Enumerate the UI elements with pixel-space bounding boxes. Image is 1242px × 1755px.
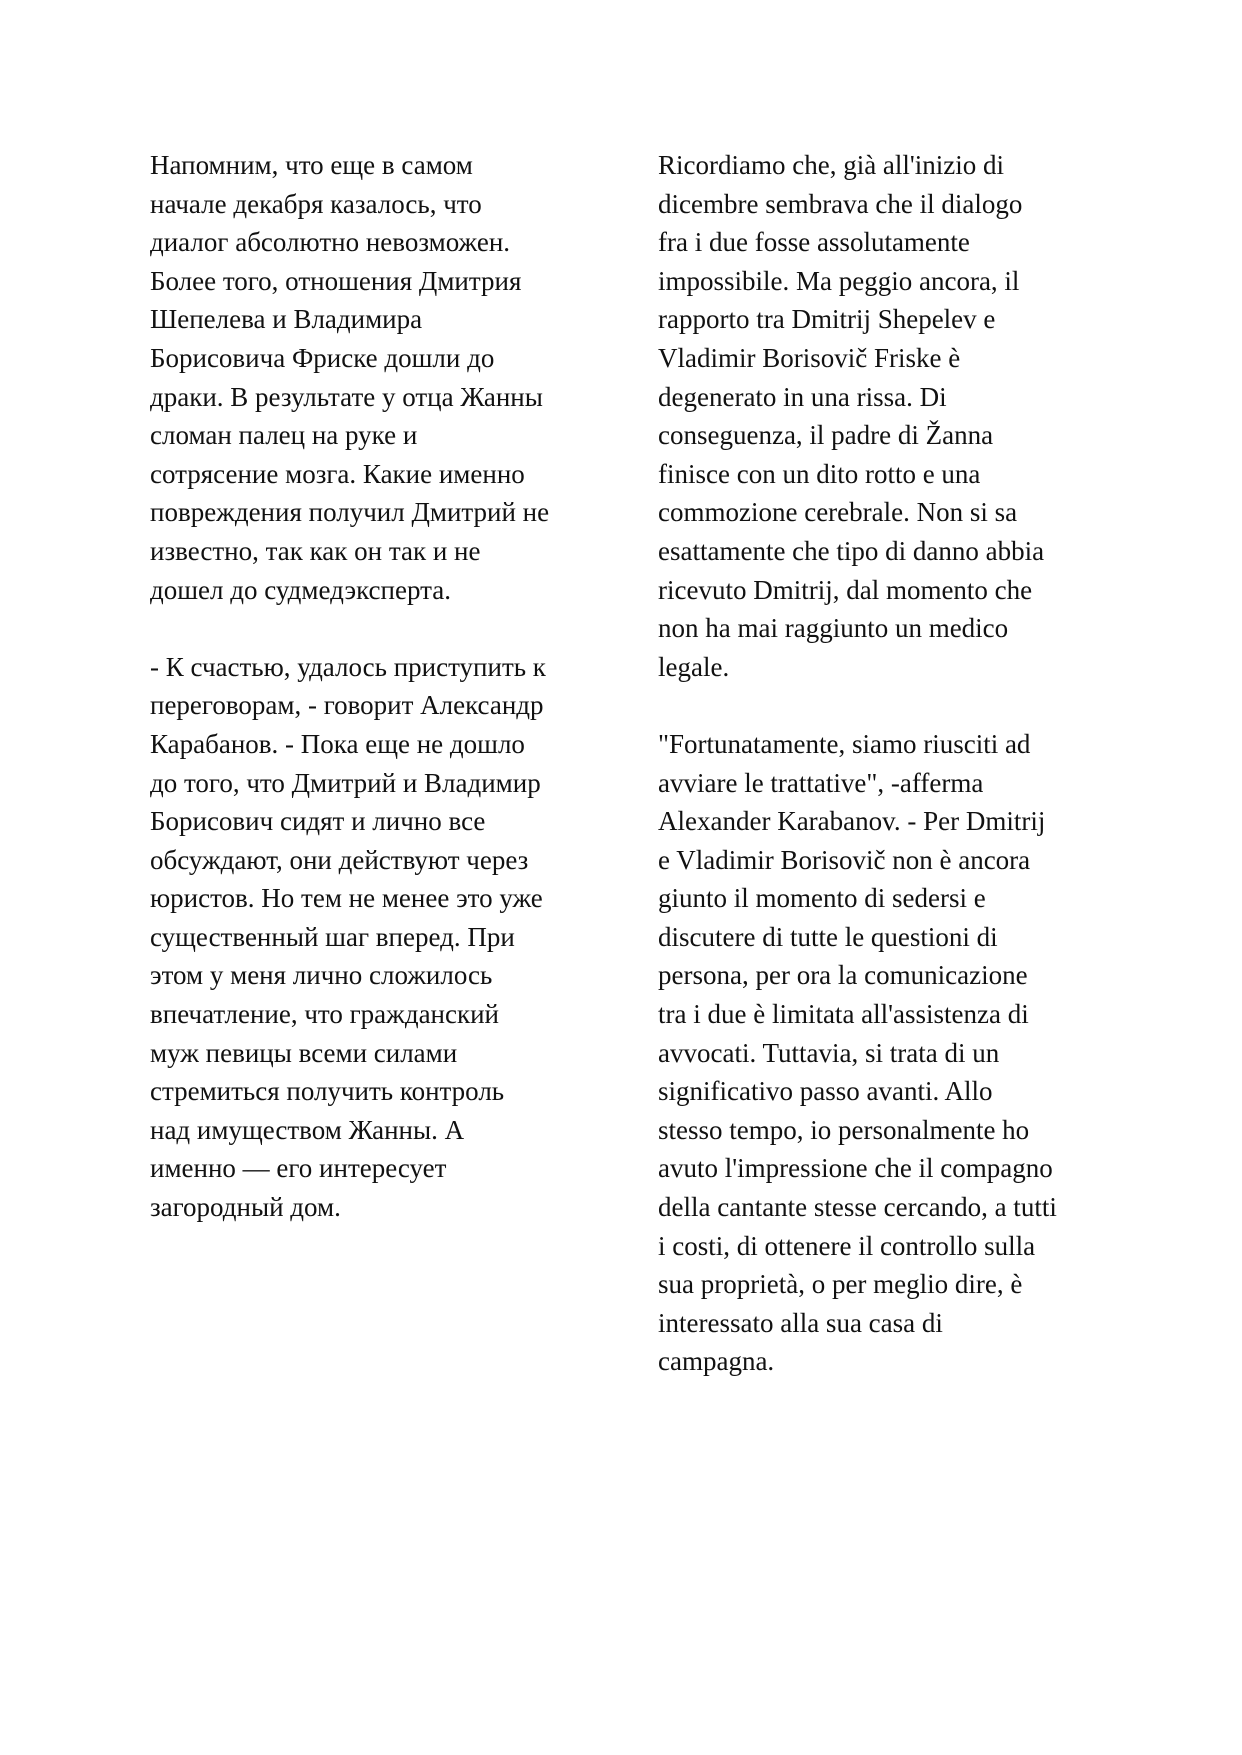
text-line: обсуждают, они действуют через (150, 844, 529, 875)
text-line: Более того, отношения Дмитрия (150, 265, 522, 296)
text-line: finisce con un dito rotto e una (658, 458, 981, 489)
paragraph (658, 725, 1108, 1381)
text-line: impossibile. Ma peggio ancora, il (658, 265, 1020, 296)
paragraph (658, 146, 1108, 686)
text-line: переговорам, - говорит Александр (150, 690, 544, 721)
text-line: известно, так как он так и не (150, 535, 481, 566)
text-line: начале декабря казалось, что (150, 188, 482, 219)
text-line: persona, per ora la comunicazione (658, 960, 1028, 991)
text-line: Борисовича Фриске дошли до (150, 342, 495, 373)
text-line: Борисович сидят и лично все (150, 806, 486, 837)
text-line: e Vladimir Borisovič non è ancora (658, 844, 1031, 875)
text-line: - К счастью, удалось приступить к (150, 651, 546, 682)
text-line: драки. В результате у отца Жанны (150, 381, 543, 412)
text-line: Напомним, что еще в самом (150, 150, 473, 180)
text-line: degenerato in una rissa. Di (658, 381, 947, 412)
text-line: significativo passo avanti. Allo (658, 1076, 993, 1107)
text-line: avuto l'impressione che il compagno (658, 1153, 1053, 1184)
paragraph-gap (150, 609, 600, 648)
text-line: над имуществом Жанны. А (150, 1114, 465, 1145)
text-line: именно — его интересует (150, 1153, 447, 1184)
text-line: стремиться получить контроль (150, 1076, 505, 1107)
text-line: campagna. (658, 1346, 775, 1377)
text-line: повреждения получил Дмитрий не (150, 497, 550, 528)
text-line: муж певицы всеми силами (150, 1037, 458, 1068)
text-line: i costi, di ottenere il controllo sulla (658, 1230, 1036, 1261)
text-line: conseguenza, il padre di Žanna (658, 420, 994, 451)
text-line: "Fortunatamente, siamo riusciti ad (658, 728, 1031, 759)
text-line: fra i due fosse assolutamente (658, 227, 970, 258)
text-line: Alexander Karabanov. - Per Dmitrij (658, 806, 1046, 837)
text-line: ricevuto Dmitrij, dal momento che (658, 574, 1033, 605)
text-line: legale. (658, 651, 730, 682)
text-line: rapporto tra Dmitrij Shepelev e (658, 304, 996, 335)
text-line: сломан палец на руке и (150, 420, 418, 451)
text-line: sua proprietà, o per meglio dire, è (658, 1269, 1023, 1300)
text-line: esattamente che tipo di danno abbia (658, 535, 1045, 566)
text-line: discutere di tutte le questioni di (658, 921, 998, 952)
text-line: впечатление, что гражданский (150, 999, 499, 1030)
text-line: Vladimir Borisovič Friske è (658, 342, 961, 373)
italian-text-column (658, 146, 1108, 1381)
paragraph (150, 648, 600, 1227)
russian-text-column (150, 146, 600, 1227)
text-line: Шепелева и Владимира (150, 304, 423, 335)
paragraph-gap (658, 686, 1108, 725)
text-line: сотрясение мозга. Какие именно (150, 458, 525, 489)
text-line: stesso tempo, io personalmente ho (658, 1114, 1030, 1145)
text-line: загородный дом. (150, 1192, 341, 1223)
text-line: дошел до судмедэксперта. (150, 574, 451, 605)
text-line: avviare le trattative", -afferma (658, 767, 984, 798)
text-line: до того, что Дмитрий и Владимир (150, 767, 541, 798)
text-line: non ha mai raggiunto un medico (658, 613, 1009, 644)
text-line: tra i due è limitata all'assistenza di (658, 999, 1029, 1030)
text-line: giunto il momento di sedersi e (658, 883, 986, 914)
text-line: Ricordiamo che, già all'inizio di (658, 150, 1005, 180)
text-line: юристов. Но тем не менее это уже (150, 883, 543, 914)
text-line: существенный шаг вперед. При (150, 921, 515, 952)
text-line: диалог абсолютно невозможен. (150, 227, 511, 258)
text-line: commozione cerebrale. Non si sa (658, 497, 1018, 528)
text-line: dicembre sembrava che il dialogo (658, 188, 1023, 219)
text-line: этом у меня лично сложилось (150, 960, 493, 991)
text-line: interessato alla sua casa di (658, 1307, 943, 1338)
paragraph (150, 146, 600, 609)
text-line: Карабанов. - Пока еще не дошло (150, 728, 525, 759)
text-line: della cantante stesse cercando, a tutti (658, 1192, 1057, 1223)
text-line: avvocati. Tuttavia, si trata di un (658, 1037, 1000, 1068)
